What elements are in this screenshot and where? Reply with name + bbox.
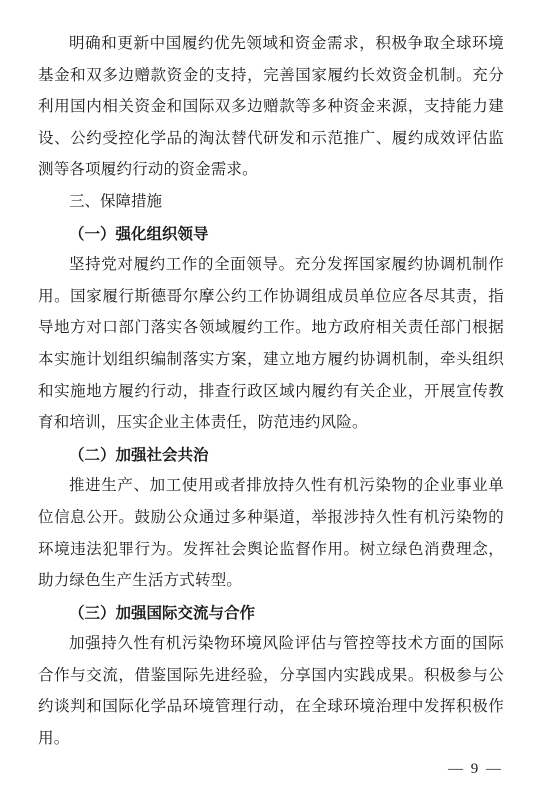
subsection-heading-social-governance: （二）加强社会共治 [69,444,209,464]
page-number: — 9 — [448,761,503,777]
paragraph-funding: 明确和更新中国履约优先领域和资金需求，积极争取全球环境基金和双多边赠款资金的支持，完善国家履约长效资金机制。充分利用国内相关资金和国际双多边赠款等多种资金来源，支持能力建设、公约受控化学品的淘汰替代研发和示范推广、履约成效评估监测等各项履约行动的资金需求。 [38,34,504,179]
document-body [38,28,504,755]
paragraph-international-cooperation: 加强持久性有机污染物环境风险评估与管控等技术方面的国际合作与交流，借鉴国际先进经验，分享国内实践成果。积极参与公约谈判和国际化学品环境管理行动，在全球环境治理中发挥积极作用。 [38,634,504,748]
subsection-heading-leadership: （一）强化组织领导 [69,223,209,243]
section-heading-safeguards: 三、保障措施 [69,191,163,210]
paragraph-social-governance: 推进生产、加工使用或者排放持久性有机污染物的企业事业单位信息公开。鼓励公众通过多种渠道，举报涉持久性有机污染物的环境违法犯罪行为。发挥社会舆论监督作用。树立绿色消费理念，助力绿色生产生活方式转型。 [38,476,504,590]
subsection-heading-international-cooperation: （三）加强国际交流与合作 [69,602,256,622]
paragraph-leadership: 坚持党对履约工作的全面领导。充分发挥国家履约协调机制作用。国家履行斯德哥尔摩公约工作协调组成员单位应各尽其责，指导地方对口部门落实各领域履约工作。地方政府相关责任部门根据本实施计划组织编制落实方案，建立地方履约协调机制，牵头组织和实施地方履约行动，排查行政区域内履约有关企业，开展宣传教育和培训，压实企业主体责任，防范违约风险。 [38,255,504,432]
